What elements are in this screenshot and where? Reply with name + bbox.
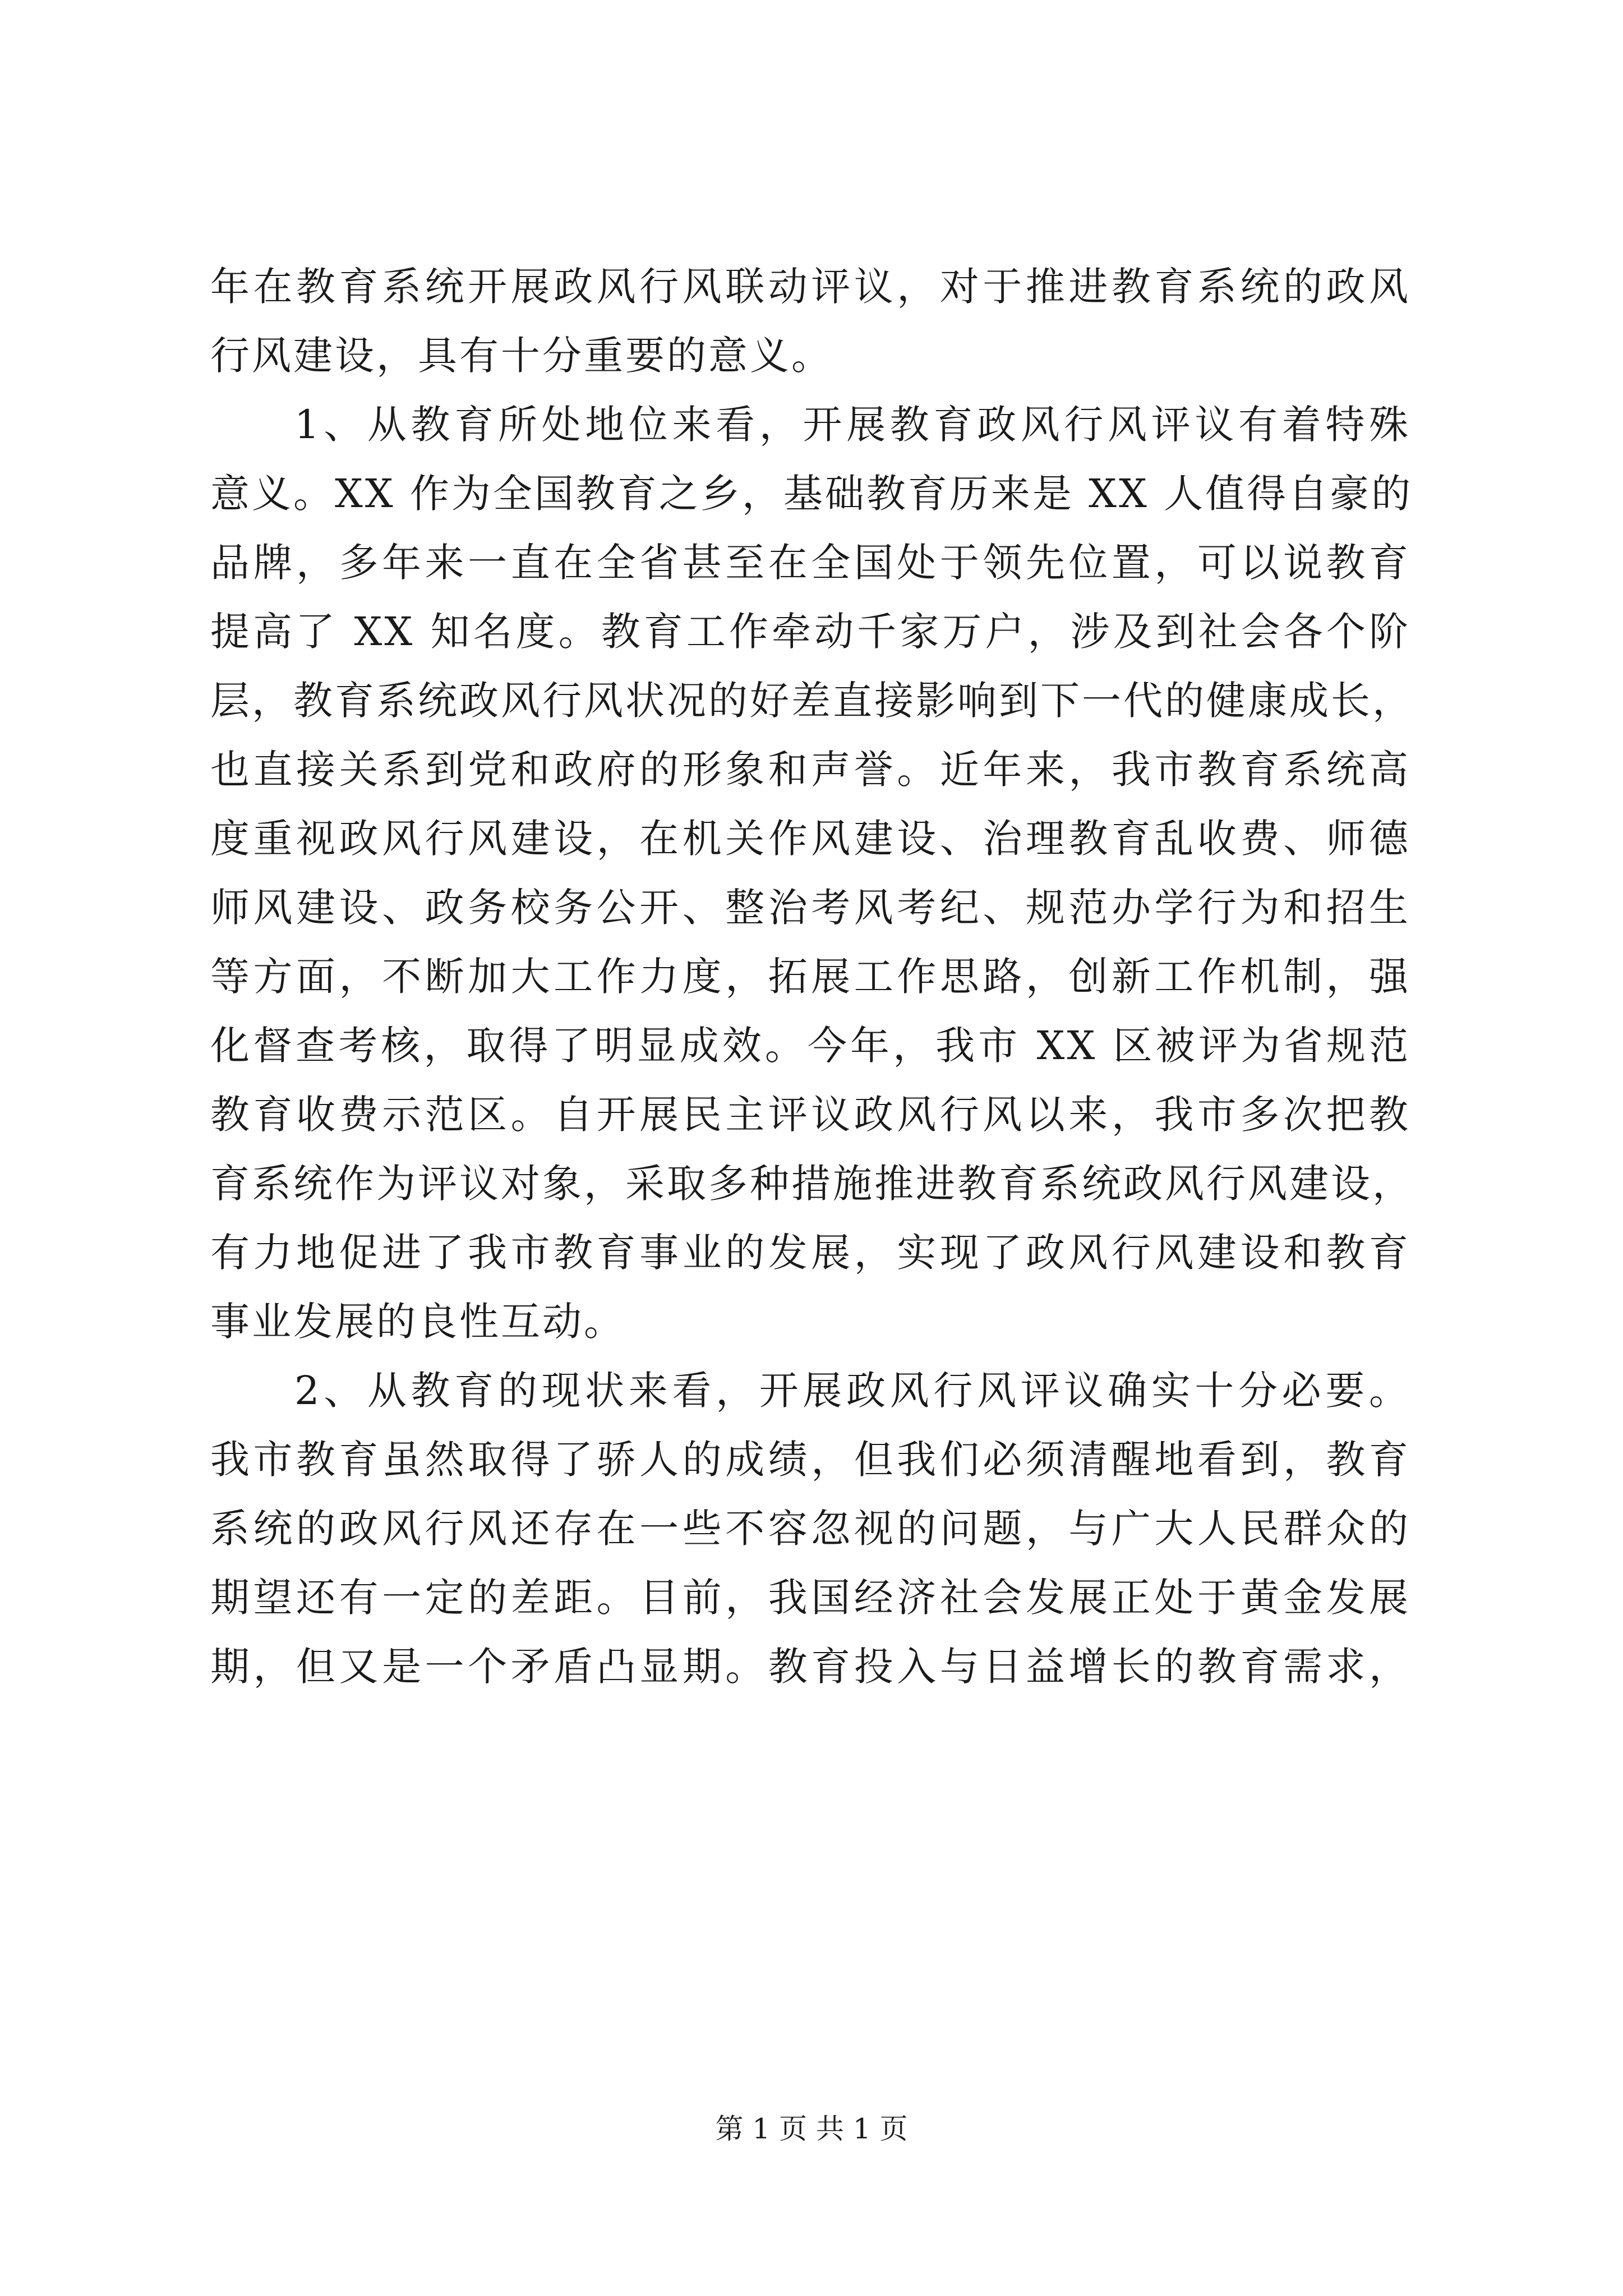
document-body	[210, 252, 1414, 1701]
text-line: 期望还有一定的差距。目前，我国经济社会发展正处于黄金发展	[210, 1575, 1410, 1621]
text-line: 系统的政风行风还存在一些不容忽视的问题，与广大人民群众的	[210, 1506, 1410, 1552]
text-line: 我市教育虽然取得了骄人的成绩，但我们必须清醒地看到，教育	[210, 1437, 1410, 1483]
text-line: 师风建设、政务校务公开、整治考风考纪、规范办学行为和招生	[210, 885, 1410, 931]
page-number-footer: 第 1 页 共 1 页	[715, 2113, 908, 2145]
text-line: 品牌，多年来一直在全省甚至在全国处于领先位置，可以说教育	[210, 540, 1410, 586]
text-line: 年在教育系统开展政风行风联动评议，对于推进教育系统的政风	[210, 264, 1410, 310]
text-line: 事业发展的良性互动。	[210, 1299, 625, 1345]
text-line: 期，但又是一个矛盾凸显期。教育投入与日益增长的教育需求，	[210, 1644, 1410, 1690]
text-line: 有力地促进了我市教育事业的发展，实现了政风行风建设和教育	[210, 1230, 1410, 1276]
text-line: 行风建设，具有十分重要的意义。	[210, 333, 833, 379]
text-line: 育系统作为评议对象，采取多种措施推进教育系统政风行风建设，	[210, 1161, 1414, 1207]
paragraph-1-heading-line: 1、从教育所处地位来看，开展教育政风行风评议有着特殊	[294, 402, 1410, 448]
text-line: 层，教育系统政风行风状况的好差直接影响到下一代的健康成长，	[210, 678, 1414, 724]
text-line: 度重视政风行风建设，在机关作风建设、治理教育乱收费、师德	[210, 816, 1410, 862]
text-line: 提高了 XX 知名度。教育工作牵动千家万户，涉及到社会各个阶	[210, 609, 1410, 655]
text-line: 也直接关系到党和政府的形象和声誉。近年来，我市教育系统高	[210, 747, 1410, 793]
text-line: 教育收费示范区。自开展民主评议政风行风以来，我市多次把教	[210, 1092, 1410, 1138]
text-line: 意义。XX 作为全国教育之乡，基础教育历来是 XX 人值得自豪的	[210, 471, 1413, 517]
text-line: 化督查考核，取得了明显成效。今年，我市 XX 区被评为省规范	[210, 1023, 1410, 1069]
paragraph-2-heading-line: 2、从教育的现状来看，开展政风行风评议确实十分必要。	[294, 1368, 1410, 1414]
text-line: 等方面，不断加大工作力度，拓展工作思路，创新工作机制，强	[210, 954, 1410, 1000]
